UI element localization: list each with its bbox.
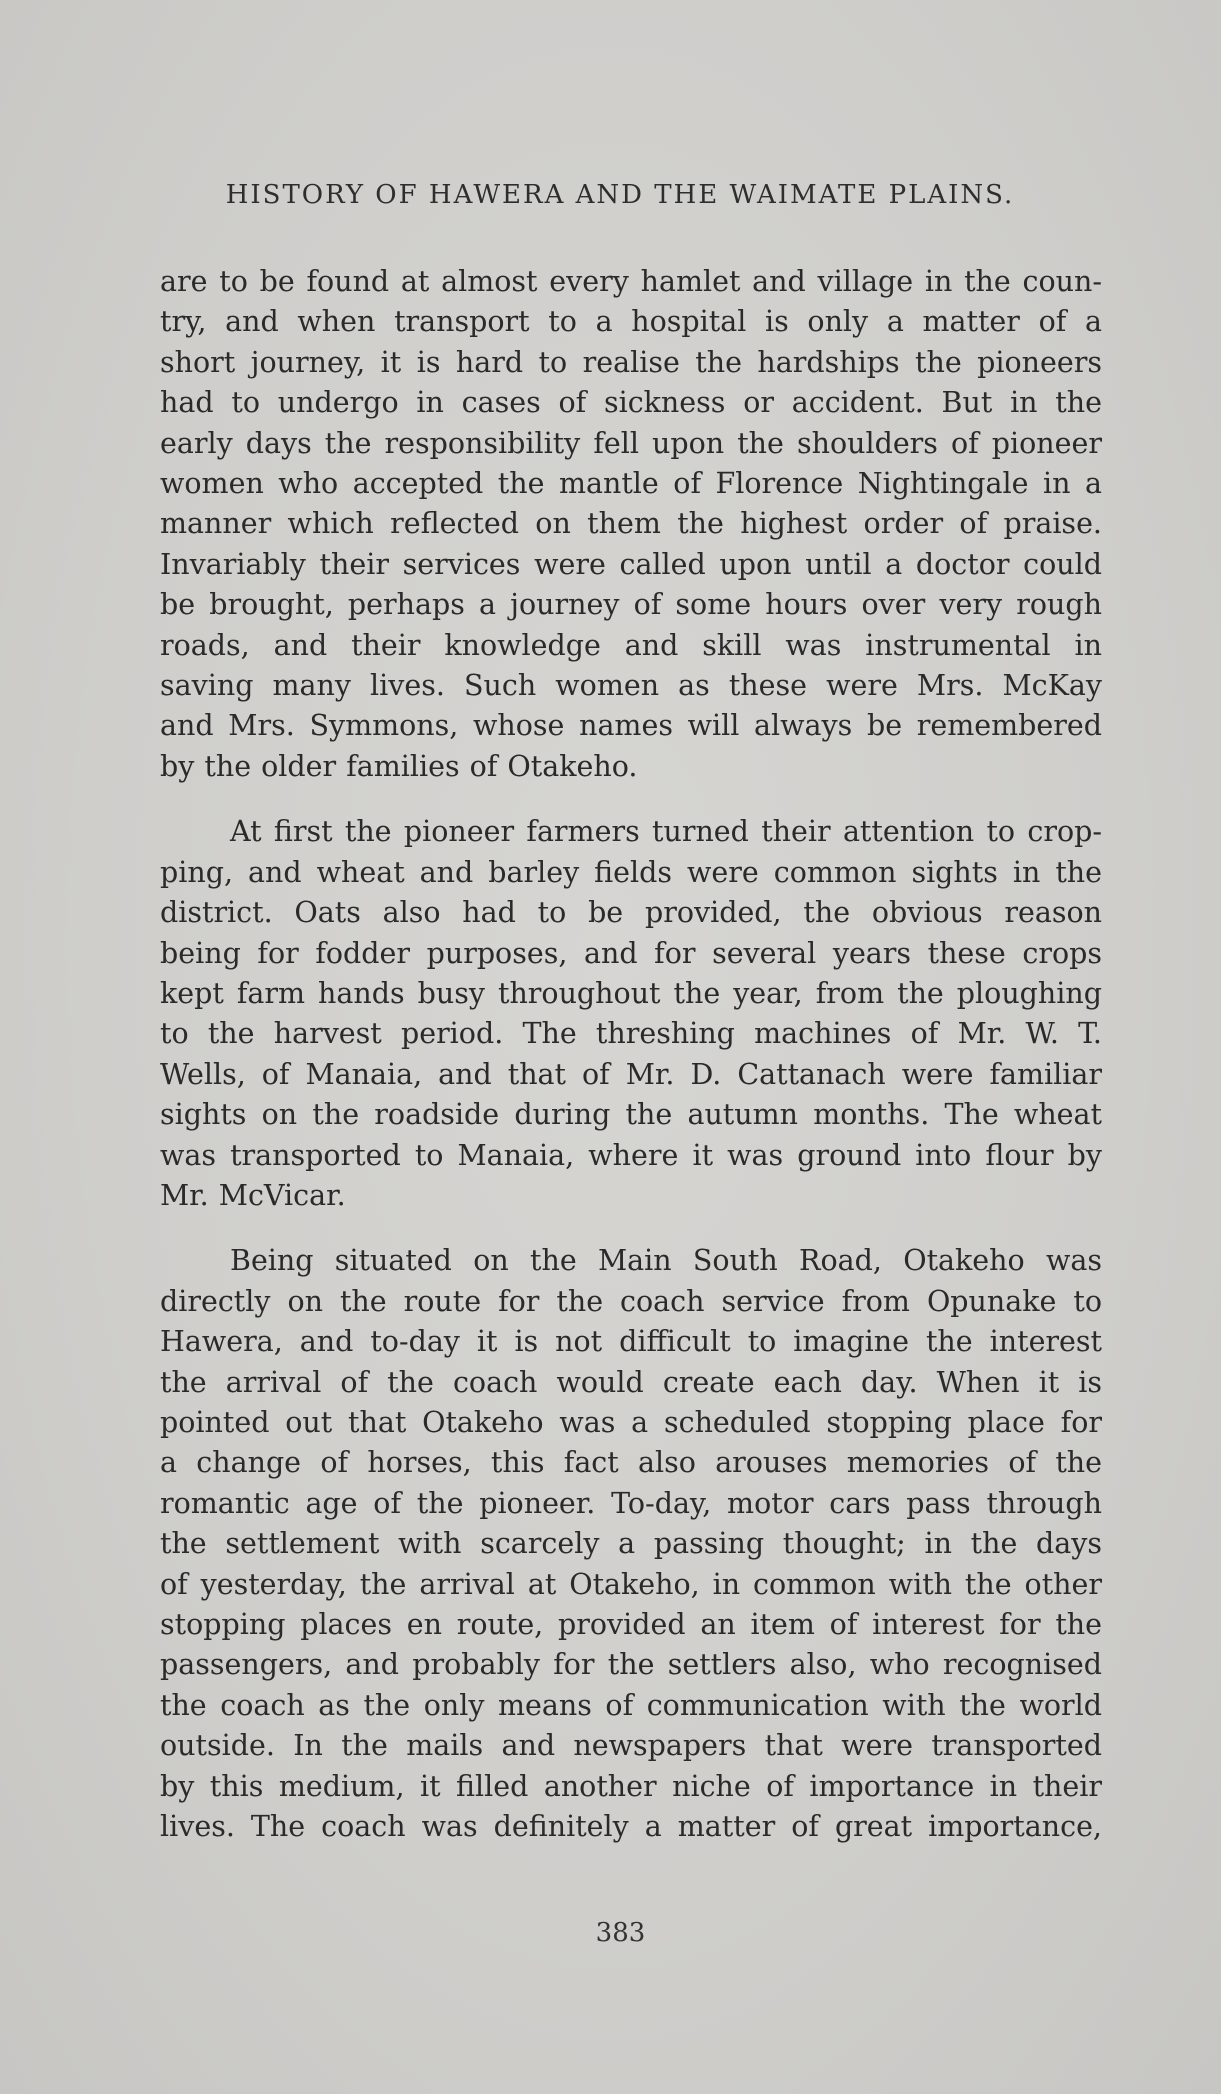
text-line: had to undergo in cases of sickness or accident. But in the xyxy=(160,386,1102,420)
text-line: women who accepted the mantle of Florence Nightingale in a xyxy=(160,467,1102,501)
text-line: stopping places en route, provided an item of interest for the xyxy=(160,1608,1102,1641)
text-line: At first the pioneer farmers turned their attention to crop- xyxy=(230,815,1102,849)
text-line: roads, and their knowledge and skill was instrumental in xyxy=(160,628,1102,662)
text-line: romantic age of the pioneer. To-day, motor cars pass through xyxy=(160,1486,1102,1520)
text-line: district. Oats also had to be provided, the obvious reason xyxy=(160,896,1102,930)
text-line: Being situated on the Main South Road, Otakeho was xyxy=(230,1244,1102,1278)
text-line: be brought, perhaps a journey of some hours over very rough xyxy=(160,588,1102,622)
text-line: by this medium, it filled another niche of importance in their xyxy=(160,1769,1102,1803)
text-line: lives. The coach was definitely a matter of great importance, xyxy=(160,1810,1102,1844)
text-line: the coach as the only means of communication with the world xyxy=(160,1688,1102,1722)
text-line: Wells, of Manaia, and that of Mr. D. Cattanach were familiar xyxy=(160,1057,1102,1091)
text-line: kept farm hands busy throughout the year, from the ploughing xyxy=(160,976,1102,1010)
text-line: manner which reflected on them the highest order of praise. xyxy=(160,507,1102,541)
text-line: are to be found at almost every hamlet and village in the coun- xyxy=(160,265,1102,298)
text-line: Invariably their services were called upon until a doctor could xyxy=(160,547,1102,581)
text-line: outside. In the mails and newspapers that were transported xyxy=(160,1729,1102,1763)
text-line: sights on the roadside during the autumn months. The wheat xyxy=(160,1098,1102,1132)
text-line: saving many lives. Such women as these were Mrs. McKay xyxy=(160,669,1102,703)
text-line: by the older families of Otakeho. xyxy=(160,749,638,783)
running-head: HISTORY OF HAWERA AND THE WAIMATE PLAINS. xyxy=(225,180,1015,210)
text-line: ping, and wheat and barley fields were common sights in the xyxy=(160,855,1102,889)
page-number: 383 xyxy=(595,1918,646,1948)
text-line: try, and when transport to a hospital is only a matter of a xyxy=(160,305,1102,339)
paragraph-2 xyxy=(160,812,1102,1216)
text-line: of yesterday, the arrival at Otakeho, in common with the other xyxy=(160,1567,1102,1601)
paragraph-1 xyxy=(160,262,1102,787)
text-line: to the harvest period. The threshing machines of Mr. W. T. xyxy=(160,1017,1102,1051)
text-line: pointed out that Otakeho was a scheduled stopping place for xyxy=(160,1405,1102,1439)
paragraph-3 xyxy=(160,1241,1102,1847)
text-line: short journey, it is hard to realise the hardships the pioneers xyxy=(160,345,1102,379)
text-line: Mr. McVicar. xyxy=(160,1178,346,1212)
text-line: the arrival of the coach would create each day. When it is xyxy=(160,1365,1102,1399)
text-line: and Mrs. Symmons, whose names will always be remembered xyxy=(160,709,1102,743)
text-line: passengers, and probably for the settlers also, who recognised xyxy=(160,1648,1102,1682)
text-line: was transported to Manaia, where it was ground into flour by xyxy=(160,1138,1102,1172)
text-line: being for fodder purposes, and for several years these crops xyxy=(160,936,1102,970)
text-line: Hawera, and to-day it is not difficult to imagine the interest xyxy=(160,1325,1102,1359)
text-line: directly on the route for the coach service from Opunake to xyxy=(160,1284,1102,1318)
text-line: a change of horses, this fact also arouses memories of the xyxy=(160,1446,1102,1480)
body-text xyxy=(160,262,1102,1872)
text-line: the settlement with scarcely a passing thought; in the days xyxy=(160,1527,1102,1561)
text-line: early days the responsibility fell upon the shoulders of pioneer xyxy=(160,426,1102,460)
